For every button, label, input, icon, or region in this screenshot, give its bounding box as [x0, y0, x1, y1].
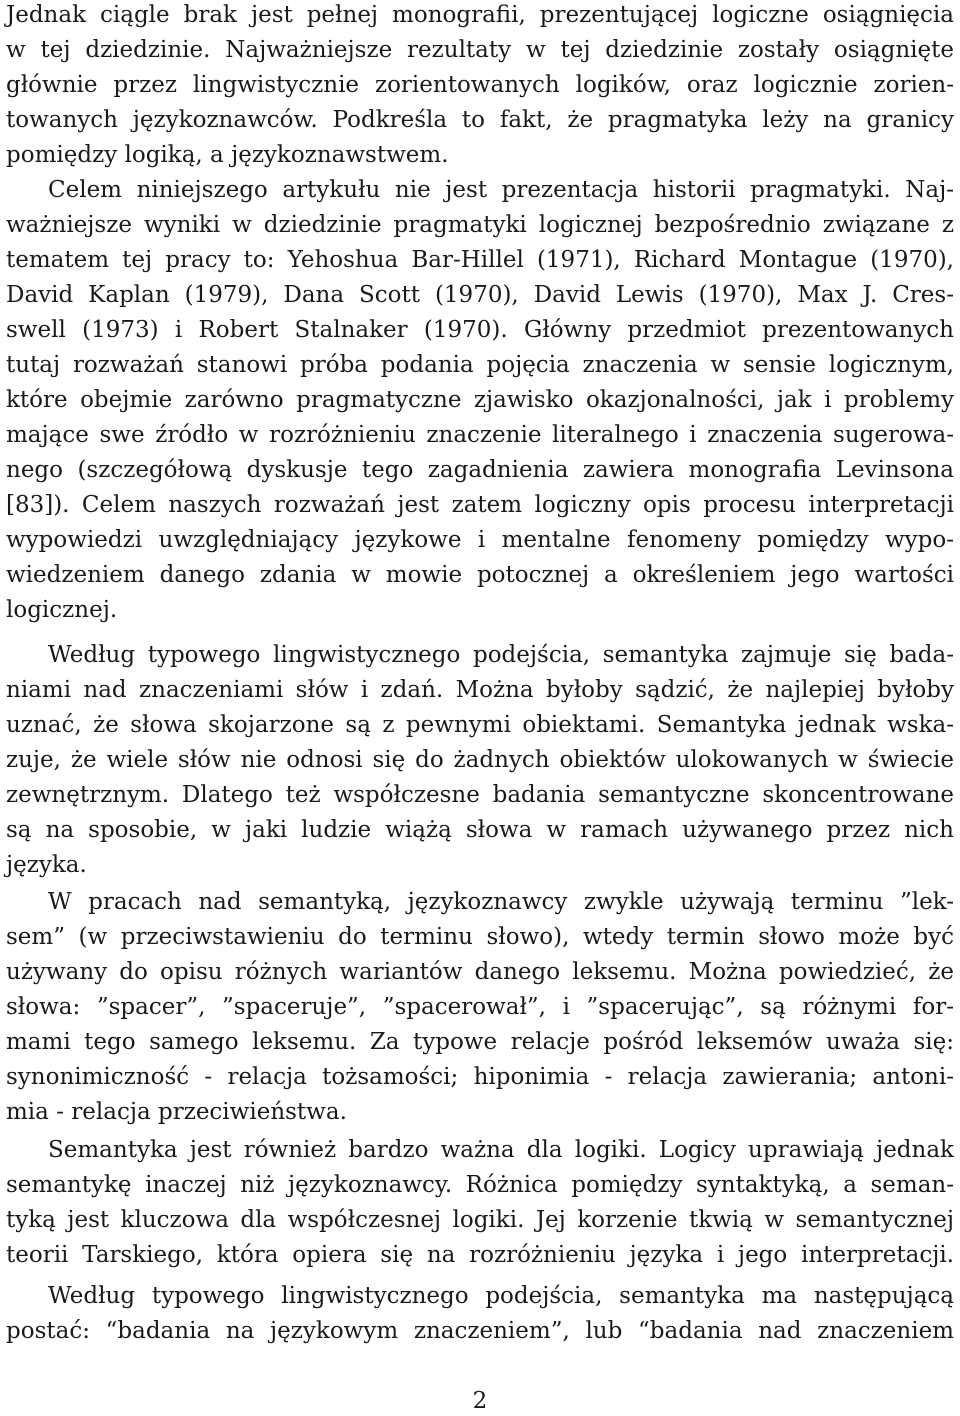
p6-line-2: postać: “badania na językowym znaczeniem”, lub “badania nad znaczeniem [6, 1318, 954, 1344]
p2-line-13: logicznej. [6, 597, 118, 623]
p5-line-3: tyką jest kluczowa dla współczesnej logiki. Jej korzenie tkwią w semantycznej [6, 1207, 954, 1233]
p2-line-8: mające swe źródło w rozróżnieniu znaczenie literalnego i znaczenia sugerowa- [6, 422, 954, 448]
p2-line-11: wypowiedzi uwzględniający językowe i mentalne fenomeny pomiędzy wypo- [6, 527, 954, 553]
p4-line-2: sem” (w przeciwstawieniu do terminu słowo), wtedy termin słowo może być [6, 924, 954, 950]
p2-line-5: swell (1973) i Robert Stalnaker (1970). Główny przedmiot prezentowanych [6, 317, 954, 343]
p6-line-1: Według typowego lingwistycznego podejścia, semantyka ma następującą [48, 1283, 954, 1309]
p4-line-1: W pracach nad semantyką, językoznawcy zwykle używają terminu ”lek- [48, 889, 954, 915]
p2-line-2: ważniejsze wyniki w dziedzinie pragmatyki logicznej bezpośrednio związane z [6, 212, 954, 238]
p5-line-4: teorii Tarskiego, która opiera się na rozróżnieniu języka i jego interpretacji. [6, 1242, 954, 1268]
p4-line-5: mami tego samego leksemu. Za typowe relacje pośród leksemów uważa się: [6, 1029, 954, 1055]
p3-line-1: Według typowego lingwistycznego podejścia, semantyka zajmuje się bada- [48, 642, 954, 668]
p5-line-1: Semantyka jest również bardzo ważna dla logiki. Logicy uprawiają jednak [48, 1137, 954, 1163]
p3-line-3: uznać, że słowa skojarzone są z pewnymi obiektami. Semantyka jednak wska- [6, 712, 954, 738]
p2-line-3: tematem tej pracy to: Yehoshua Bar-Hillel (1971), Richard Montague (1970), [6, 247, 954, 273]
p2-line-10: [83]). Celem naszych rozważań jest zatem logiczny opis procesu interpretacji [6, 492, 954, 518]
p1-line-5: pomiędzy logiką, a językoznawstwem. [6, 142, 449, 168]
p1-line-1: Jednak ciągle brak jest pełnej monografii, prezentującej logiczne osiągnięcia [6, 2, 954, 28]
p2-line-4: David Kaplan (1979), Dana Scott (1970), David Lewis (1970), Max J. Cres- [6, 282, 954, 308]
p1-line-2: w tej dziedzinie. Najważniejsze rezultaty w tej dziedzinie zostały osiągnięte [6, 37, 954, 63]
p1-line-3: głównie przez lingwistycznie zorientowanych logików, oraz logicznie zorien- [6, 72, 954, 98]
p3-line-5: zewnętrznym. Dlatego też współczesne badania semantyczne skoncentrowane [6, 782, 954, 808]
p4-line-3: używany do opisu różnych wariantów danego leksemu. Można powiedzieć, że [6, 959, 954, 985]
p3-line-4: zuje, że wiele słów nie odnosi się do żadnych obiektów ulokowanych w świecie [6, 747, 954, 773]
p4-line-6: synonimiczność - relacja tożsamości; hiponimia - relacja zawierania; antoni- [6, 1064, 954, 1090]
p2-line-9: nego (szczegółową dyskusje tego zagadnienia zawiera monografia Levinsona [6, 457, 954, 483]
p4-line-7: mia - relacja przeciwieństwa. [6, 1099, 347, 1125]
p5-line-2: semantykę inaczej niż językoznawcy. Różnica pomiędzy syntaktyką, a seman- [6, 1172, 954, 1198]
p4-line-4: słowa: ”spacer”, ”spaceruje”, ”spacerował”, i ”spacerując”, są różnymi for- [6, 994, 954, 1020]
p3-line-7: języka. [6, 852, 87, 878]
p3-line-6: są na sposobie, w jaki ludzie wiążą słowa w ramach używanego przez nich [6, 817, 954, 843]
p2-line-6: tutaj rozważań stanowi próba podania pojęcia znaczenia w sensie logicznym, [6, 352, 954, 378]
p2-line-1: Celem niniejszego artykułu nie jest prezentacja historii pragmatyki. Naj- [48, 177, 954, 203]
page-number: 2 [472, 1388, 488, 1414]
p3-line-2: niami nad znaczeniami słów i zdań. Można byłoby sądzić, że najlepiej byłoby [6, 677, 954, 703]
p2-line-12: wiedzeniem danego zdania w mowie potocznej a określeniem jego wartości [6, 562, 954, 588]
p2-line-7: które obejmie zarówno pragmatyczne zjawisko okazjonalności, jak i problemy [6, 387, 954, 413]
p1-line-4: towanych językoznawców. Podkreśla to fakt, że pragmatyka leży na granicy [6, 107, 954, 133]
